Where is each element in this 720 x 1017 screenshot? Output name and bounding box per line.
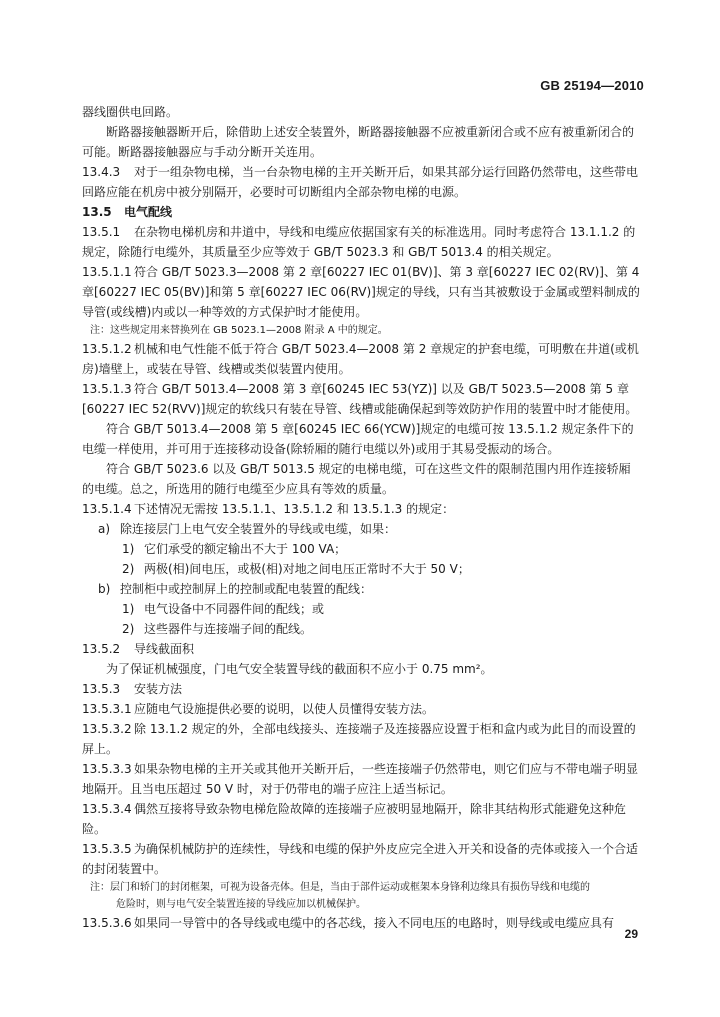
clause-13-5-1 [82, 222, 640, 262]
document-body [82, 102, 640, 933]
list-marker: 2) [122, 622, 135, 636]
clause-text: 符合 GB/T 5013.4—2008 第 5 章[60245 IEC 66(YCW)]规定的电缆可按 13.5.1.2 规定条件下的电缆一样使用，并可用于连接移动设备(除轿厢的随行电缆以外)或用于其易受振动的场合。 [82, 422, 634, 456]
paragraph [82, 599, 640, 619]
clause-13-5-3-1 [82, 699, 640, 719]
clause-number: 13.5.1.3 [82, 382, 132, 396]
clause-13-5-3-4 [82, 799, 640, 839]
clause-text: 导线截面积 [134, 642, 195, 656]
clause-number: 13.5.3.3 [82, 762, 132, 776]
note-paragraph [82, 896, 640, 913]
paragraph [82, 559, 640, 579]
paragraph [82, 122, 640, 162]
clause-text: 注：层门和轿门的封闭框架，可视为设备壳体。但是，当由于部件运动或框架本身锋利边缘具有损伤导线和电缆的 [90, 882, 590, 893]
paragraph [82, 579, 640, 599]
paragraph [82, 519, 640, 539]
clause-13-5-1-3 [82, 379, 640, 419]
clause-text: 危险时，则与电气安全装置连接的导线应加以机械保护。 [116, 899, 366, 910]
clause-text: 如果杂物电梯的主开关或其他开关断开后，一些连接端子仍然带电，则它们应与不带电端子明显地隔开。且当电压超过 50 V 时，对于仍带电的端子应注上适当标记。 [82, 762, 639, 796]
clause-text: 对于一组杂物电梯，当一台杂物电梯的主开关断开后，如果其部分运行回路仍然带电，这些带电回路应能在机房中被分别隔开，必要时可切断组内全部杂物电梯的电源。 [82, 165, 639, 199]
clause-number: 13.4.3 [82, 165, 121, 179]
note-paragraph [82, 322, 640, 339]
clause-number: 13.5.3.6 [82, 916, 132, 930]
clause-13-5-3-6 [82, 913, 640, 933]
clause-text: 断路器接触器断开后，除借助上述安全装置外，断路器接触器不应被重新闭合或不应有被重新闭合的可能。断路器接触器应与手动分断开关连用。 [82, 125, 635, 159]
clause-number: 13.5.1.2 [82, 342, 132, 356]
clause-text: 它们承受的额定输出不大于 100 VA； [144, 542, 347, 556]
clause-13-5-1-4 [82, 499, 640, 519]
clause-text: 下述情况无需按 13.5.1.1、13.5.1.2 和 13.5.1.3 的规定： [134, 502, 455, 516]
clause-number: 13.5.1 [82, 225, 121, 239]
clause-number: 13.5.1.4 [82, 502, 132, 516]
paragraph [82, 419, 640, 459]
clause-13-5 [82, 202, 640, 222]
clause-text: 控制柜中或控制屏上的控制或配电装置的配线： [120, 582, 373, 596]
clause-number: 13.5.1.1 [82, 265, 132, 279]
clause-13-5-1-1 [82, 262, 640, 322]
list-marker: a) [98, 522, 111, 536]
clause-text: 机械和电气性能不低于符合 GB/T 5023.4—2008 第 2 章规定的护套电缆，可明敷在井道(或机房)墙壁上，或装在导管、线槽或类似装置内使用。 [82, 342, 639, 376]
clause-text: 器线圈供电回路。 [82, 105, 179, 119]
clause-text: 符合 GB/T 5013.4—2008 第 3 章[60245 IEC 53(YZ)] 以及 GB/T 5023.5—2008 第 5 章[60227 IEC 52(RVV)]规定的软线只有装在导管、线槽或能确保起到等效防护作用的装置中时才能使用。 [82, 382, 638, 416]
clause-text: 除 13.1.2 规定的外，全部电线接头、连接端子及连接器应设置于柜和盒内或为此目的而设置的屏上。 [82, 722, 636, 756]
clause-number: 13.5.3.4 [82, 802, 132, 816]
list-marker: 2) [122, 562, 135, 576]
clause-text: 符合 GB/T 5023.3—2008 第 2 章[60227 IEC 01(BV)]、第 3 章[60227 IEC 02(RV)]、第 4 章[60227 IEC 05(BV)]和第 5 章[60227 IEC 06(RV)]规定的导线，只有当其被敷设于金属或塑料制成的导管(或线槽)内或以一种等效的方式保护时才能使用。 [82, 265, 640, 319]
paragraph [82, 539, 640, 559]
clause-text: 安装方法 [134, 682, 183, 696]
clause-text: 电气设备中不同器件间的配线；或 [144, 602, 325, 616]
clause-13-5-3 [82, 679, 640, 699]
clause-text: 为确保机械防护的连续性，导线和电缆的保护外皮应完全进入开关和设备的壳体或接入一个合适的封闭装置中。 [82, 842, 639, 876]
list-marker: b) [98, 582, 111, 596]
list-marker: 1) [122, 602, 135, 616]
list-marker: 1) [122, 542, 135, 556]
paragraph [82, 659, 640, 679]
paragraph [82, 619, 640, 639]
standard-number-header: GB 25194—2010 [540, 78, 644, 93]
clause-text: 为了保证机械强度，门电气安全装置导线的截面积不应小于 0.75 mm²。 [106, 662, 493, 676]
clause-text: 除连接层门上电气安全装置外的导线或电缆，如果： [120, 522, 397, 536]
note-paragraph [82, 879, 640, 896]
clause-text: 电气配线 [124, 205, 173, 219]
clause-text: 两极(相)间电压，或极(相)对地之间电压正常时不大于 50 V； [144, 562, 470, 576]
clause-number: 13.5.2 [82, 642, 121, 656]
page-number: 29 [624, 927, 638, 941]
clause-number: 13.5.3 [82, 682, 121, 696]
clause-text: 偶然互接将导致杂物电梯危险故障的连接端子应被明显地隔开，除非其结构形式能避免这种危险。 [82, 802, 627, 836]
clause-13-4-3 [82, 162, 640, 202]
clause-text: 注：这些规定用来替换列在 GB 5023.1—2008 附录 A 中的规定。 [90, 325, 388, 336]
clause-13-5-2 [82, 639, 640, 659]
clause-number: 13.5.3.5 [82, 842, 132, 856]
clause-13-5-3-5 [82, 839, 640, 879]
paragraph [82, 102, 640, 122]
clause-13-5-3-2 [82, 719, 640, 759]
clause-number: 13.5.3.1 [82, 702, 132, 716]
clause-13-5-1-2 [82, 339, 640, 379]
clause-text: 在杂物电梯机房和井道中，导线和电缆应依据国家有关的标准选用。同时考虑符合 13.1.1.2 的规定，除随行电缆外，其质量至少应等效于 GB/T 5023.3 和 GB/T 5013.4 的相关规定。 [82, 225, 636, 259]
clause-text: 应随电气设施提供必要的说明，以使人员懂得安装方法。 [134, 702, 435, 716]
clause-text: 这些器件与连接端子间的配线。 [144, 622, 313, 636]
clause-text: 如果同一导管中的各导线或电缆中的各芯线，接入不同电压的电路时，则导线或电缆应具有 [134, 916, 615, 930]
paragraph [82, 459, 640, 499]
clause-13-5-3-3 [82, 759, 640, 799]
clause-number: 13.5 [82, 205, 112, 219]
clause-text: 符合 GB/T 5023.6 以及 GB/T 5013.5 规定的电梯电缆，可在这些文件的限制范围内用作连接轿厢的电缆。总之，所选用的随行电缆至少应具有等效的质量。 [82, 462, 631, 496]
clause-number: 13.5.3.2 [82, 722, 132, 736]
